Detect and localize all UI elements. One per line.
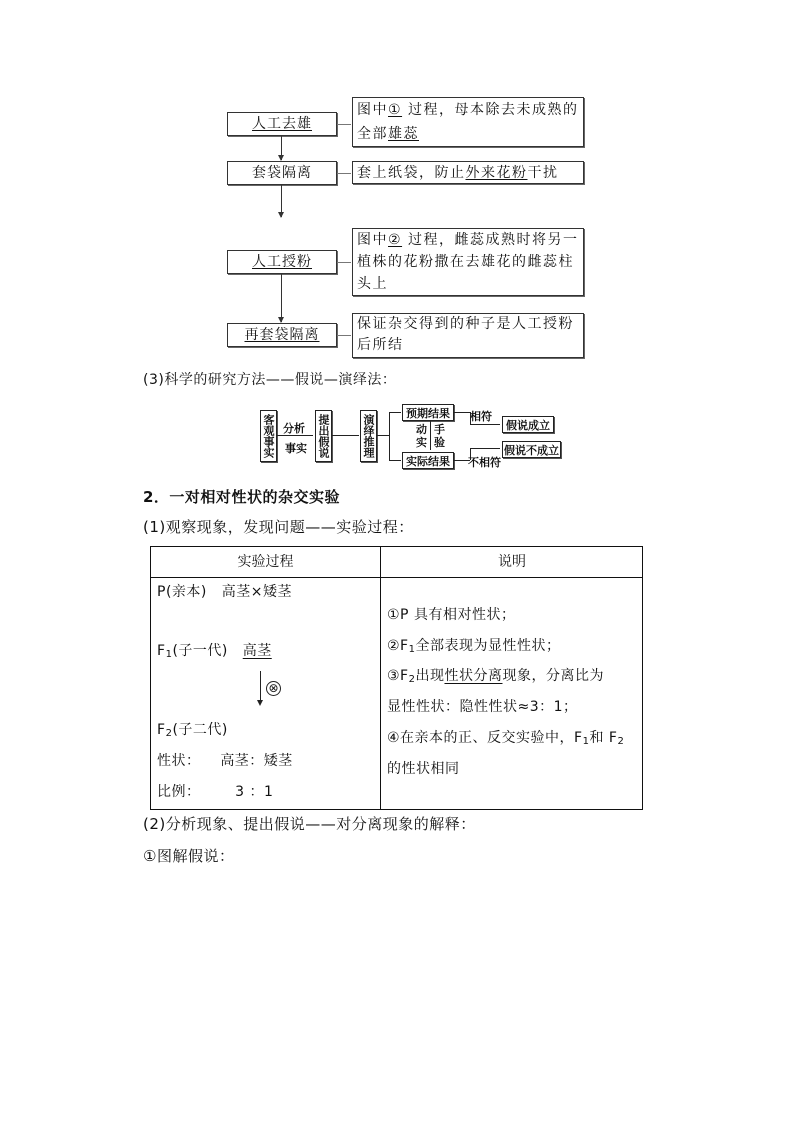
header-notes: 说明 [498, 554, 526, 570]
box-hypothesis-invalid: 假说不成立 [502, 441, 561, 458]
f1-row: $F_1$(子一代) 高茎 [157, 643, 272, 660]
arrow-line [389, 412, 401, 413]
connector-line [337, 262, 351, 263]
label-facts: 事实 [285, 442, 307, 455]
header-divider [151, 577, 642, 578]
note-4-line2: 的性状相同 [387, 761, 460, 777]
branch-line [377, 435, 389, 436]
box-actual-result: 实际结果 [402, 452, 454, 469]
parent-row: P(亲本) 高茎×矮茎 [157, 584, 292, 600]
note-2: $②F_1$全部表现为显性性状； [387, 638, 561, 655]
arrow-line [277, 435, 313, 436]
note-4: ④在亲本的正、反交实验中，$F_1$和 $F_2$ [387, 730, 625, 747]
box-expected-result: 预期结果 [402, 404, 454, 421]
selfing-symbol-icon: ⊗ [266, 681, 281, 696]
branch-line [389, 412, 390, 460]
detail-emasculation: 图中① 过程，母本除去未成熟的 全部雄蕊 [352, 97, 584, 147]
step-rebagging: 再套袋隔离 [227, 323, 337, 347]
note-3-line2: 显性性状：隐性性状≈3：1； [387, 699, 578, 715]
arrow-down [281, 274, 282, 322]
connector-line [337, 335, 351, 336]
column-divider [380, 547, 381, 809]
arrow-down [281, 185, 282, 217]
arrow-line [470, 424, 500, 425]
double-arrow-line [430, 421, 431, 450]
label-analyze: 分析 [283, 422, 305, 435]
label-hands-on-left: 动实 [416, 423, 427, 449]
header-process: 实验过程 [237, 554, 294, 570]
experiment-table [150, 546, 643, 810]
box-propose-hypothesis: 提出假说 [315, 410, 332, 462]
section2-heading: 2．一对相对性状的杂交实验 [143, 488, 340, 506]
ratio-row: 比例： 3 ：1 [157, 784, 274, 800]
section2-sub2: (2)分析现象、提出假说——对分离现象的解释： [143, 815, 476, 833]
arrow-line [470, 448, 500, 449]
note-3: $③F_2$出现性状分离现象，分离比为 [387, 668, 604, 685]
arrowhead-icon [257, 700, 263, 706]
f2-row: $F_2$(子二代) [157, 722, 228, 739]
branch-line [454, 412, 470, 413]
section3-title: (3)科学的研究方法——假说—演绎法： [143, 372, 397, 388]
box-deductive-reasoning: 演绎推理 [360, 410, 377, 462]
detail-pollination: 图中② 过程，雌蕊成熟时将另一 植株的花粉撒在去雄花的雌蕊柱 头上 [352, 228, 584, 296]
section2-sub2-item1: ①图解假说： [143, 847, 235, 865]
connector-line [337, 124, 351, 125]
box-hypothesis-valid: 假说成立 [502, 416, 554, 433]
note-1: ①P 具有相对性状； [387, 607, 516, 623]
connector-line [337, 173, 351, 174]
arrow-down [281, 136, 282, 160]
detail-rebagging: 保证杂交得到的种子是人工授粉 后所结 [352, 313, 584, 358]
section2-sub1: (1)观察现象，发现问题——实验过程： [143, 518, 414, 536]
detail-bagging: 套上纸袋，防止外来花粉干扰 [352, 161, 584, 184]
arrow-down [260, 671, 261, 703]
box-objective-facts: 客观事实 [260, 410, 277, 462]
label-mismatch: 不相符 [468, 456, 501, 469]
step-pollination: 人工授粉 [227, 250, 337, 274]
trait-row: 性状： 高茎：矮茎 [157, 753, 293, 769]
step-emasculation: 人工去雄 [227, 112, 337, 136]
step-bagging: 套袋隔离 [227, 161, 337, 185]
label-hands-on-right: 手验 [434, 423, 445, 449]
label-match: 相符 [470, 410, 492, 423]
arrow-line [389, 460, 401, 461]
arrow-line [332, 435, 359, 436]
